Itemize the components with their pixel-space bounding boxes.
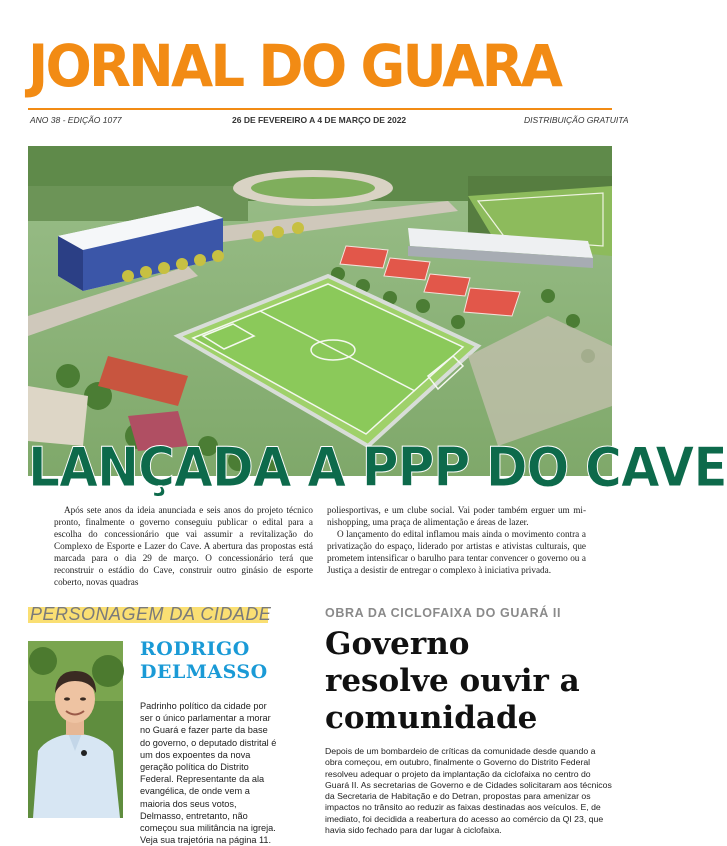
article-headline-line: resolve ouvir a: [325, 663, 580, 699]
portrait-photo: [28, 641, 123, 818]
personagem-more-link: Veja sua trajetória na página 11.: [140, 835, 272, 846]
personagem-first-name: RODRIGO: [140, 638, 250, 660]
masthead-rule: [28, 108, 612, 110]
article-kicker: OBRA DA CICLOFAIXA DO GUARÁ II: [325, 606, 562, 620]
newspaper-title: JORNAL DO GUARA: [28, 32, 561, 100]
edition-info: ANO 38 - EDIÇÃO 1077: [30, 115, 122, 125]
lead-paragraph: Após sete anos da ideia anunciada e seis anos do projeto técnico pronto, finalmente o governo conseguiu publicar o edital para a escolha do concessionário que vai assumir a revitalização do Complexo de Esporte e Lazer do Cave. A abertura das propostas está marcada para o dia 29 de março. O concessionário terá que reconstruir o estádio do Cave, construir outro ginásio de esporte coberto, novas quadras: [54, 505, 313, 587]
personagem-bio-text: Padrinho político da cidade por ser o único parlamentar a morar no Guará e fazer parte da base do governo, o deputado distrital é um dos expoentes da nova geração política do Distrito Federal. Representante da ala evangélica, de onde vem a maioria dos seus votos, Delmasso, entretanto, não começou sua militância na igreja.: [140, 701, 277, 834]
lead-text-column-2: [327, 504, 586, 576]
lead-paragraph: O lançamento do edital inflamou mais ainda o movimento contra a privatização do espaço, liderado por artistas e ativistas culturais, que prometem intensificar o barulho para tentar convencer o governo ou a Justiça a desistir de entregar o complexo à iniciativa privada.: [327, 529, 586, 575]
article-headline-line: comunidade: [325, 700, 538, 736]
distribution-info: DISTRIBUIÇÃO GRATUITA: [524, 115, 629, 125]
personagem-bio: [140, 700, 278, 846]
personagem-name: [140, 638, 270, 684]
section-label: PERSONAGEM DA CIDADE: [30, 604, 272, 624]
article-body: [325, 746, 612, 836]
lead-headline: LANÇADA A PPP DO CAVE: [28, 436, 727, 499]
lead-paragraph: poliesportivas, e um clube social. Vai poder também erguer um mi-nishopping, uma praça de alimentação e áreas de lazer.: [327, 505, 586, 527]
article-headline: [325, 626, 615, 737]
article-paragraph: Depois de um bombardeio de críticas da comunidade desde quando a obra começou, em outubro, finalmente o Governo do Distrito Federal resolveu adequar o projeto da implantação da ciclofaixa no centro do Guará II. As secretarias de Governo e de Cidades solicitaram aos técnicos da Secretaria de Habitação e do Detran, propostas para amenizar os impactos no trânsito ao reduzir as faixas destinadas aos veículos. E, de imediato, foi decidida a reabertura do acesso ao comércio da QI 23, que havia sido fechado para dar lugar à ciclofaixa.: [325, 746, 612, 836]
lead-text-column-1: [54, 504, 313, 588]
edition-dates: 26 DE FEVEREIRO A 4 DE MARÇO DE 2022: [232, 115, 407, 125]
article-headline-line: Governo: [325, 626, 470, 662]
lead-photo-sports-complex: [28, 146, 612, 476]
personagem-last-name: DELMASSO: [140, 661, 268, 683]
